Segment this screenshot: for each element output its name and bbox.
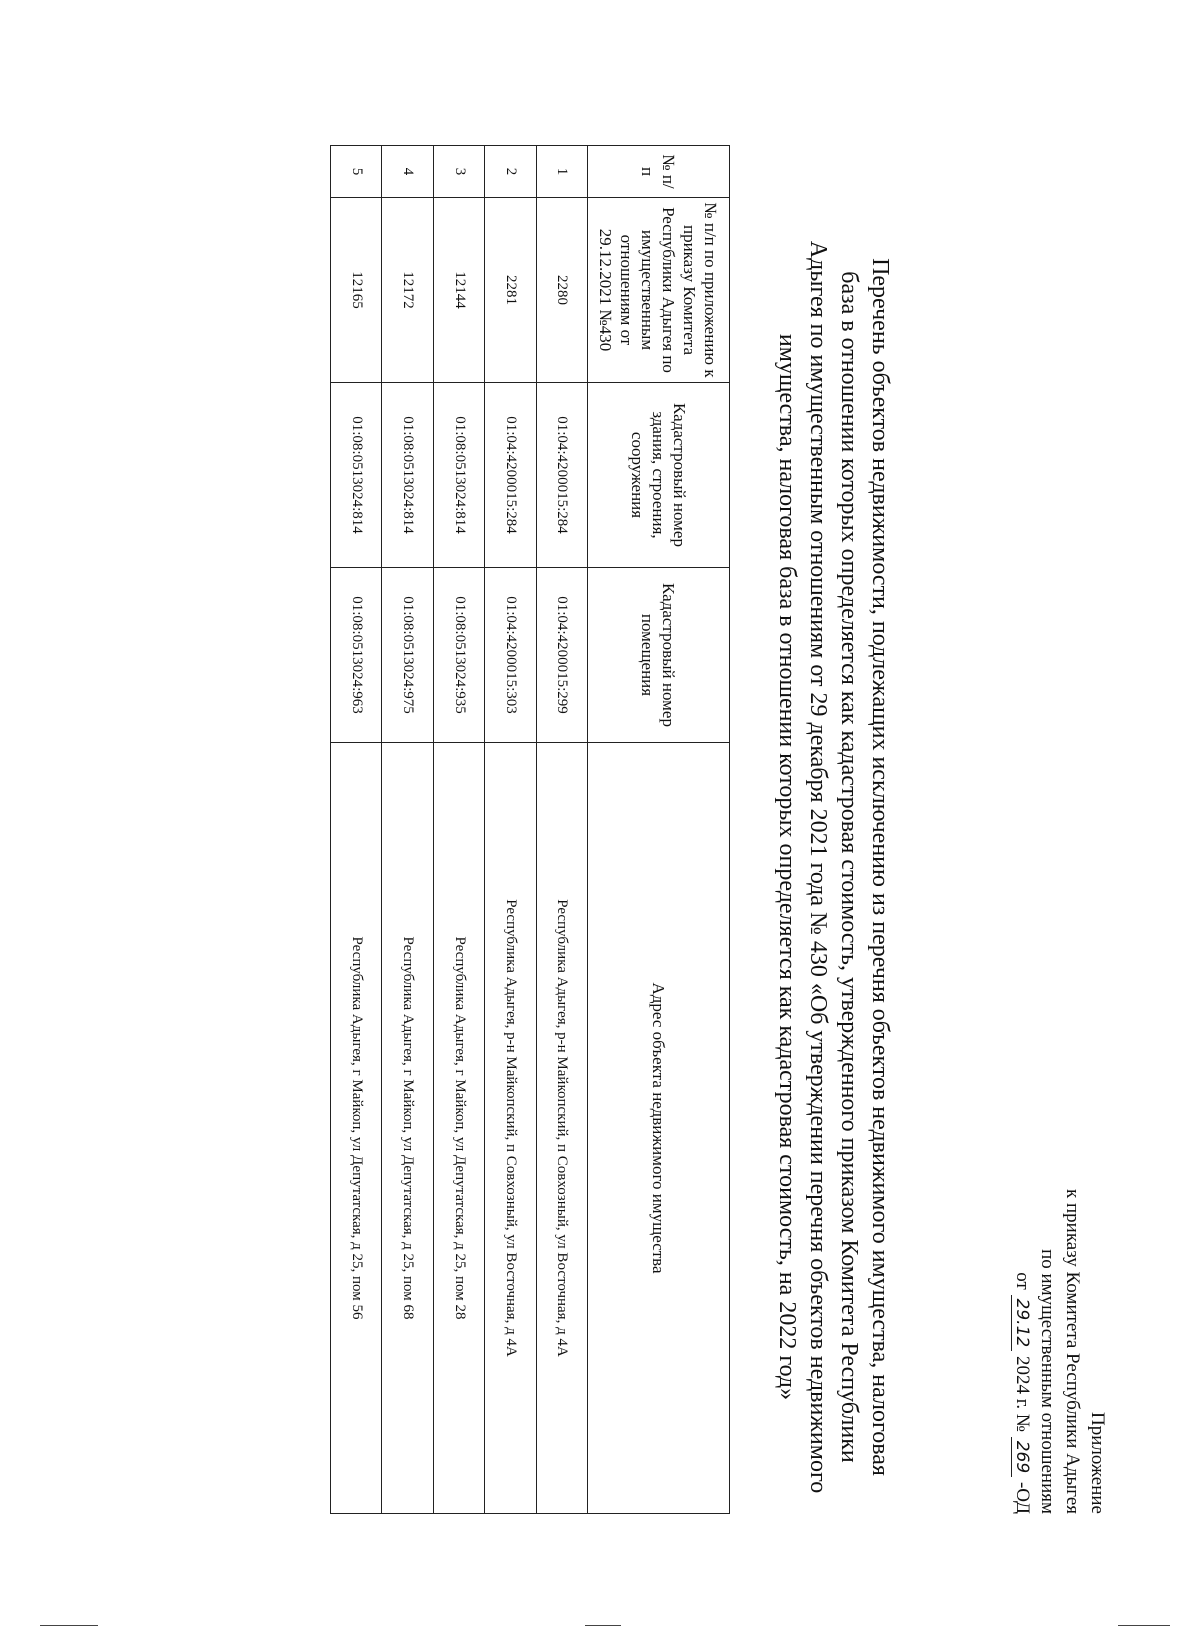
cell-appendix-number: 12144 xyxy=(433,198,484,383)
cell-address: Республика Адыгея, г Майкоп, ул Депутатская, д 25, пом 68 xyxy=(382,743,433,1514)
table-row xyxy=(331,146,382,1514)
cell-building-cadastral: 01:04:4200015:284 xyxy=(536,383,587,568)
scan-mark xyxy=(40,1625,98,1626)
cell-premises-cadastral: 01:08:0513024:935 xyxy=(433,568,484,743)
cell-appendix-number: 2281 xyxy=(485,198,536,383)
appendix-date-line xyxy=(1009,1189,1035,1514)
cell-number: 2 xyxy=(485,146,536,198)
cell-appendix-number: 12172 xyxy=(382,198,433,383)
header-address: Адрес объекта недвижимого имущества xyxy=(588,743,730,1514)
handwritten-number: 269 xyxy=(1011,1437,1032,1477)
header-appendix-number: № п/п по приложению к приказу Комитета Республики Адыгея по имущественным отношениям от 29.12.2021 №430 xyxy=(588,198,730,383)
table-header-row xyxy=(588,146,730,1514)
cell-building-cadastral: 01:08:0513024:814 xyxy=(382,383,433,568)
appendix-committee: по имущественным отношениям xyxy=(1037,1249,1058,1514)
cell-address: Республика Адыгея, р-н Майкопский, п Совхозный, ул Восточная, д 4А xyxy=(485,743,536,1514)
title-line-3: Адыгея по имущественным отношениям от 29 декабря 2021 года № 430 «Об утверждении перечня объектов недвижимого xyxy=(805,240,831,1494)
cell-number: 3 xyxy=(433,146,484,198)
header-number: № п/п xyxy=(588,146,730,198)
cell-premises-cadastral: 01:04:4200015:303 xyxy=(485,568,536,743)
cell-building-cadastral: 01:08:0513024:814 xyxy=(433,383,484,568)
table-row xyxy=(382,146,433,1514)
cell-building-cadastral: 01:04:4200015:284 xyxy=(485,383,536,568)
title-line-4: имущества, налоговая база в отношении которых определяется как кадастровая стоимость, на 2022 год» xyxy=(774,333,800,1401)
cell-number: 4 xyxy=(382,146,433,198)
cell-appendix-number: 12165 xyxy=(331,198,382,383)
appendix-order-ref: к приказу Комитета Республики Адыгея xyxy=(1062,1189,1083,1514)
cell-premises-cadastral: 01:08:0513024:975 xyxy=(382,568,433,743)
cell-address: Республика Адыгея, г Майкоп, ул Депутатская, д 25, пом 56 xyxy=(331,743,382,1514)
title-line-2: база в отношении которых определяется как кадастровая стоимость, утвержденного приказом Комитета Республики xyxy=(836,271,862,1463)
cell-address: Республика Адыгея, г Майкоп, ул Депутатская, д 25, пом 28 xyxy=(433,743,484,1514)
table-row xyxy=(485,146,536,1514)
title-line-1: Перечень объектов недвижимости, подлежащих исключению из перечня объектов недвижимого имущества, налоговая xyxy=(867,258,893,1476)
cell-building-cadastral: 01:08:0513024:814 xyxy=(331,383,382,568)
property-table xyxy=(330,145,730,1514)
scan-mark xyxy=(1118,1625,1170,1626)
cell-premises-cadastral: 01:08:0513024:963 xyxy=(331,568,382,743)
date-prefix: от xyxy=(1012,1272,1033,1290)
cell-appendix-number: 2280 xyxy=(536,198,587,383)
appendix-label: Приложение xyxy=(1087,1412,1108,1514)
date-year: 2024 г. № xyxy=(1012,1355,1033,1432)
number-suffix: -ОД xyxy=(1012,1481,1033,1514)
table-row xyxy=(433,146,484,1514)
appendix-header xyxy=(1009,1189,1110,1514)
header-premises-cadastral: Кадастровый номер помещения xyxy=(588,568,730,743)
cell-premises-cadastral: 01:04:4200015:299 xyxy=(536,568,587,743)
document-title xyxy=(771,132,895,1602)
cell-address: Республика Адыгея, р-н Майкопский, п Совхозный, ул Восточная, д 4А xyxy=(536,743,587,1514)
table-row xyxy=(536,146,587,1514)
cell-number: 5 xyxy=(331,146,382,198)
scan-mark xyxy=(585,1625,621,1626)
handwritten-date: 29.12 xyxy=(1011,1295,1032,1352)
cell-number: 1 xyxy=(536,146,587,198)
header-building-cadastral: Кадастровый номер здания, строения, сооружения xyxy=(588,383,730,568)
